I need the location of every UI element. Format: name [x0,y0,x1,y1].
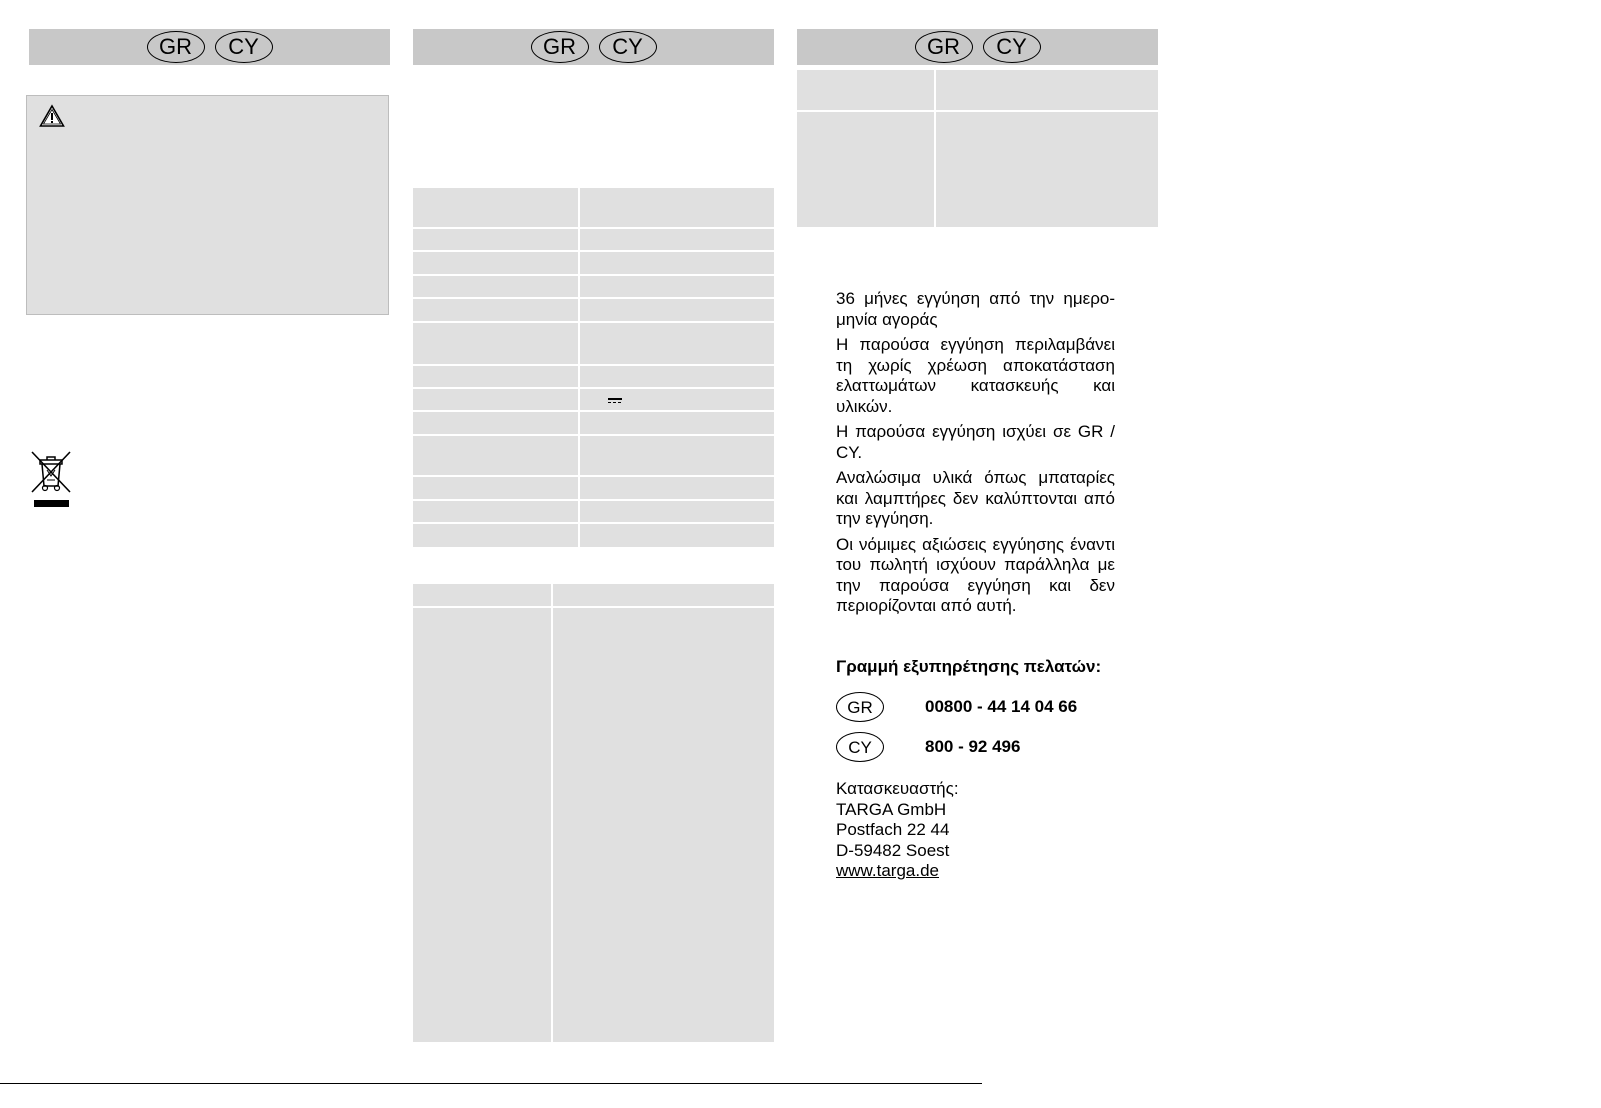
manufacturer-website-link[interactable]: www.targa.de [836,861,939,880]
warranty-paragraph: Η παρούσα εγγύηση περιλαμβάνει τη χωρίς χρέωση αποκατάσταση ελαττωμάτων κατασκευής και υλικών. [836,335,1115,416]
warranty-paragraph: Οι νόμιμες αξιώσεις εγγύησης έναντι του πωλητή ισχύουν παράλληλα με την παρούσα εγγύηση και δεν περιορίζονται από αυτή. [836,534,1115,615]
country-badge-cy: CY [836,732,884,762]
warranty-paragraph: Η παρούσα εγγύηση ισχύει σε GR / CY. [836,422,1115,462]
warranty-paragraph: 36 μήνες εγγύηση από την ημερο-μηνία αγοράς [836,289,1115,329]
bottom-rule [0,1083,982,1084]
country-badge-gr: GR [531,31,589,63]
country-badge-cy: CY [215,31,273,63]
hotline-cy [836,732,1021,762]
direct-current-symbol [608,398,622,403]
safety-warning-box [26,95,389,315]
technical-data-table [413,188,774,547]
hotline-gr [836,692,1078,722]
crossed-out-bin-icon [30,450,74,515]
country-badge-cy: CY [983,31,1041,63]
top-info-table [797,70,1158,227]
country-badge-gr: GR [915,31,973,63]
warranty-text [836,289,1115,622]
manufacturer-city: D-59482 Soest [836,840,950,860]
phone-number: 00800 - 44 14 04 66 [925,697,1078,716]
manufacturer-address [836,779,959,882]
header-bar-1 [29,29,390,65]
manufacturer-street: Postfach 22 44 [836,820,950,839]
header-bar-2 [413,29,774,65]
country-badge-cy: CY [599,31,657,63]
lower-info-table [413,584,774,1042]
warranty-paragraph: Αναλώσιμα υλικά όπως μπαταρίες και λαμπτήρες δεν καλύπτονται από την εγγύηση. [836,468,1115,528]
manufacturer-name: TARGA GmbH [836,799,947,819]
country-badge-gr: GR [836,692,884,722]
manufacturer-label: Κατασκευαστής: [836,779,959,798]
phone-number: 800 - 92 496 [925,737,1021,756]
country-badge-gr: GR [147,31,205,63]
header-bar-3 [797,29,1158,65]
hotline-title: Γραμμή εξυπηρέτησης πελατών: [836,657,1102,676]
warning-triangle-icon [39,104,65,133]
